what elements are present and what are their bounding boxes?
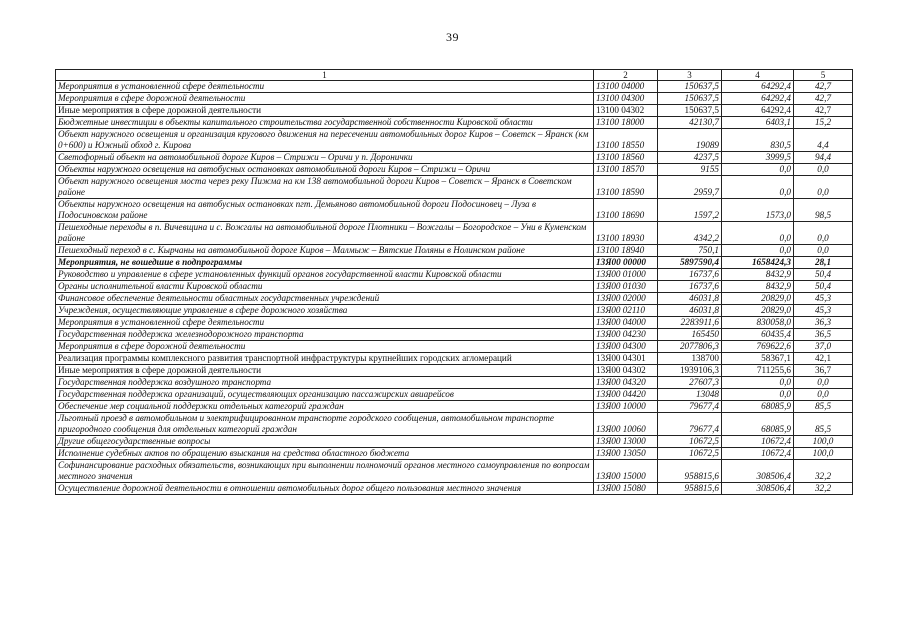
row-name-cell: Обеспечение мер социальной поддержки отдельных категорий граждан bbox=[56, 401, 594, 413]
row-percent-cell: 15,2 bbox=[794, 117, 853, 129]
row-plan-cell: 10672,5 bbox=[658, 448, 722, 460]
row-name-cell: Объекты наружного освещения на автобусных остановках пгт. Демьяново автомобильной дороги Подосиновец – Луза в Подосиновском районе bbox=[56, 199, 594, 222]
row-name-cell: Мероприятия в сфере дорожной деятельности bbox=[56, 341, 594, 353]
row-code-cell: 13Я00 13000 bbox=[594, 436, 658, 448]
row-fact-cell: 830,5 bbox=[722, 129, 794, 152]
row-name-cell: Органы исполнительной власти Кировской области bbox=[56, 281, 594, 293]
row-fact-cell: 0,0 bbox=[722, 176, 794, 199]
row-percent-cell: 36,7 bbox=[794, 365, 853, 377]
table-row bbox=[56, 377, 853, 389]
row-plan-cell: 46031,8 bbox=[658, 305, 722, 317]
row-code-cell: 13100 18550 bbox=[594, 129, 658, 152]
table-row bbox=[56, 365, 853, 377]
row-fact-cell: 0,0 bbox=[722, 245, 794, 257]
row-percent-cell: 36,5 bbox=[794, 329, 853, 341]
row-name-cell: Государственная поддержка железнодорожного транспорта bbox=[56, 329, 594, 341]
table-row bbox=[56, 176, 853, 199]
row-code-cell: 13Я00 04320 bbox=[594, 377, 658, 389]
row-name-cell: Иные мероприятия в сфере дорожной деятельности bbox=[56, 105, 594, 117]
row-fact-cell: 308506,4 bbox=[722, 483, 794, 495]
table-row bbox=[56, 353, 853, 365]
row-fact-cell: 64292,4 bbox=[722, 93, 794, 105]
table-row bbox=[56, 329, 853, 341]
table-row bbox=[56, 317, 853, 329]
row-name-cell: Руководство и управление в сфере установленных функций органов государственной власти Кировской области bbox=[56, 269, 594, 281]
row-fact-cell: 64292,4 bbox=[722, 105, 794, 117]
row-name-cell: Объекты наружного освещения на автобусных остановках автомобильной дороги Киров – Стрижи – Оричи bbox=[56, 164, 594, 176]
row-percent-cell: 85,5 bbox=[794, 413, 853, 436]
row-plan-cell: 165450 bbox=[658, 329, 722, 341]
row-fact-cell: 3999,5 bbox=[722, 152, 794, 164]
row-code-cell: 13100 18930 bbox=[594, 222, 658, 245]
row-name-cell: Льготный проезд в автомобильном и электрифицированном транспорте городского сообщения, автомобильном транспорте пригородного сообщения для отдельных категорий граждан bbox=[56, 413, 594, 436]
row-code-cell: 13100 04302 bbox=[594, 105, 658, 117]
table-row bbox=[56, 164, 853, 176]
row-fact-cell: 68085,9 bbox=[722, 401, 794, 413]
row-code-cell: 13100 04300 bbox=[594, 93, 658, 105]
row-name-cell: Пешеходные переходы в п. Вичевщина и с. Вожгалы на автомобильной дороге Плотники – Вожгалы – Богородское – Уни в Куменском районе bbox=[56, 222, 594, 245]
row-percent-cell: 42,7 bbox=[794, 105, 853, 117]
row-fact-cell: 711255,6 bbox=[722, 365, 794, 377]
row-percent-cell: 42,1 bbox=[794, 353, 853, 365]
row-name-cell: Объект наружного освещения моста через реку Пижма на км 138 автомобильной дороги Киров – Советск – Яранск в Советском районе bbox=[56, 176, 594, 199]
row-percent-cell: 85,5 bbox=[794, 401, 853, 413]
column-number-header-row bbox=[56, 70, 853, 81]
row-code-cell: 13Я00 10000 bbox=[594, 401, 658, 413]
row-percent-cell: 32,2 bbox=[794, 460, 853, 483]
row-name-cell: Мероприятия, не вошедшие в подпрограммы bbox=[56, 257, 594, 269]
row-plan-cell: 42130,7 bbox=[658, 117, 722, 129]
row-code-cell: 13100 18570 bbox=[594, 164, 658, 176]
row-plan-cell: 46031,8 bbox=[658, 293, 722, 305]
table-row bbox=[56, 245, 853, 257]
row-plan-cell: 16737,6 bbox=[658, 281, 722, 293]
table-row bbox=[56, 257, 853, 269]
row-name-cell: Софинансирование расходных обязательств, возникающих при выполнении полномочий органов местного самоуправления по вопросам местного значения bbox=[56, 460, 594, 483]
row-percent-cell: 32,2 bbox=[794, 483, 853, 495]
row-plan-cell: 150637,5 bbox=[658, 105, 722, 117]
row-fact-cell: 1573,0 bbox=[722, 199, 794, 222]
row-fact-cell: 6403,1 bbox=[722, 117, 794, 129]
row-percent-cell: 36,3 bbox=[794, 317, 853, 329]
row-fact-cell: 830058,0 bbox=[722, 317, 794, 329]
row-code-cell: 13100 18000 bbox=[594, 117, 658, 129]
table-row bbox=[56, 389, 853, 401]
row-code-cell: 13Я00 04301 bbox=[594, 353, 658, 365]
table-row bbox=[56, 129, 853, 152]
row-fact-cell: 769622,6 bbox=[722, 341, 794, 353]
table-row bbox=[56, 448, 853, 460]
row-fact-cell: 308506,4 bbox=[722, 460, 794, 483]
row-name-cell: Светофорный объект на автомобильной дороге Киров – Стрижи – Оричи у п. Доронички bbox=[56, 152, 594, 164]
row-percent-cell: 98,5 bbox=[794, 199, 853, 222]
row-code-cell: 13Я00 04000 bbox=[594, 317, 658, 329]
row-percent-cell: 94,4 bbox=[794, 152, 853, 164]
row-fact-cell: 0,0 bbox=[722, 377, 794, 389]
table-row bbox=[56, 222, 853, 245]
row-fact-cell: 58367,1 bbox=[722, 353, 794, 365]
row-name-cell: Осуществление дорожной деятельности в отношении автомобильных дорог общего пользования местного значения bbox=[56, 483, 594, 495]
row-fact-cell: 20829,0 bbox=[722, 293, 794, 305]
row-plan-cell: 79677,4 bbox=[658, 401, 722, 413]
row-percent-cell: 0,0 bbox=[794, 176, 853, 199]
row-name-cell: Исполнение судебных актов по обращению взыскания на средства областного бюджета bbox=[56, 448, 594, 460]
table-row bbox=[56, 269, 853, 281]
row-name-cell: Государственная поддержка воздушного транспорта bbox=[56, 377, 594, 389]
row-plan-cell: 150637,5 bbox=[658, 81, 722, 93]
row-name-cell: Объект наружного освещения и организация кругового движения на пересечении автомобильных дорог Киров – Советск – Яранск (км 0+600) и Южный обход г. Кирова bbox=[56, 129, 594, 152]
row-percent-cell: 50,4 bbox=[794, 281, 853, 293]
row-code-cell: 13100 18560 bbox=[594, 152, 658, 164]
row-plan-cell: 27607,3 bbox=[658, 377, 722, 389]
column-header: 4 bbox=[722, 70, 794, 81]
row-percent-cell: 0,0 bbox=[794, 245, 853, 257]
row-percent-cell: 0,0 bbox=[794, 389, 853, 401]
row-percent-cell: 45,3 bbox=[794, 305, 853, 317]
table-row bbox=[56, 401, 853, 413]
row-percent-cell: 4,4 bbox=[794, 129, 853, 152]
row-percent-cell: 45,3 bbox=[794, 293, 853, 305]
row-fact-cell: 10672,4 bbox=[722, 448, 794, 460]
row-plan-cell: 13048 bbox=[658, 389, 722, 401]
row-fact-cell: 68085,9 bbox=[722, 413, 794, 436]
column-header: 1 bbox=[56, 70, 594, 81]
row-plan-cell: 19089 bbox=[658, 129, 722, 152]
row-plan-cell: 1597,2 bbox=[658, 199, 722, 222]
table-row bbox=[56, 105, 853, 117]
row-fact-cell: 60435,4 bbox=[722, 329, 794, 341]
row-code-cell: 13100 04000 bbox=[594, 81, 658, 93]
budget-table bbox=[55, 69, 853, 495]
row-name-cell: Бюджетные инвестиции в объекты капитального строительства государственной собственности Кировской области bbox=[56, 117, 594, 129]
row-plan-cell: 958815,6 bbox=[658, 483, 722, 495]
row-percent-cell: 100,0 bbox=[794, 436, 853, 448]
row-percent-cell: 37,0 bbox=[794, 341, 853, 353]
row-code-cell: 13Я00 02000 bbox=[594, 293, 658, 305]
table-row bbox=[56, 199, 853, 222]
row-code-cell: 13100 18690 bbox=[594, 199, 658, 222]
row-percent-cell: 28,1 bbox=[794, 257, 853, 269]
row-plan-cell: 79677,4 bbox=[658, 413, 722, 436]
row-plan-cell: 16737,6 bbox=[658, 269, 722, 281]
table-row bbox=[56, 117, 853, 129]
page-number: 39 bbox=[446, 30, 459, 44]
row-name-cell: Учреждения, осуществляющие управление в сфере дорожного хозяйства bbox=[56, 305, 594, 317]
row-fact-cell: 20829,0 bbox=[722, 305, 794, 317]
row-fact-cell: 10672,4 bbox=[722, 436, 794, 448]
row-plan-cell: 2959,7 bbox=[658, 176, 722, 199]
row-plan-cell: 9155 bbox=[658, 164, 722, 176]
row-name-cell: Мероприятия в установленной сфере деятельности bbox=[56, 81, 594, 93]
table-row bbox=[56, 305, 853, 317]
row-code-cell: 13Я00 01030 bbox=[594, 281, 658, 293]
row-fact-cell: 8432,9 bbox=[722, 281, 794, 293]
row-plan-cell: 958815,6 bbox=[658, 460, 722, 483]
table-row bbox=[56, 93, 853, 105]
row-code-cell: 13Я00 01000 bbox=[594, 269, 658, 281]
row-name-cell: Пешеходный переход в с. Кырчаны на автомобильной дороге Киров – Малмыж – Вятские Поляны в Нолинском районе bbox=[56, 245, 594, 257]
column-header: 2 bbox=[594, 70, 658, 81]
row-fact-cell: 0,0 bbox=[722, 222, 794, 245]
row-plan-cell: 4237,5 bbox=[658, 152, 722, 164]
row-plan-cell: 2283911,6 bbox=[658, 317, 722, 329]
row-fact-cell: 1658424,3 bbox=[722, 257, 794, 269]
row-code-cell: 13Я00 04420 bbox=[594, 389, 658, 401]
row-plan-cell: 150637,5 bbox=[658, 93, 722, 105]
table-row bbox=[56, 460, 853, 483]
row-name-cell: Другие общегосударственные вопросы bbox=[56, 436, 594, 448]
row-fact-cell: 0,0 bbox=[722, 164, 794, 176]
row-code-cell: 13100 18940 bbox=[594, 245, 658, 257]
row-code-cell: 13Я00 13050 bbox=[594, 448, 658, 460]
column-header: 3 bbox=[658, 70, 722, 81]
table-row bbox=[56, 293, 853, 305]
row-fact-cell: 0,0 bbox=[722, 389, 794, 401]
row-name-cell: Мероприятия в сфере дорожной деятельности bbox=[56, 93, 594, 105]
table-row bbox=[56, 436, 853, 448]
row-plan-cell: 10672,5 bbox=[658, 436, 722, 448]
row-code-cell: 13Я00 02110 bbox=[594, 305, 658, 317]
row-code-cell: 13Я00 04302 bbox=[594, 365, 658, 377]
table-row bbox=[56, 341, 853, 353]
row-code-cell: 13Я00 15080 bbox=[594, 483, 658, 495]
row-plan-cell: 1939106,3 bbox=[658, 365, 722, 377]
table-row bbox=[56, 81, 853, 93]
row-name-cell: Реализация программы комплексного развития транспортной инфраструктуры крупнейших городских агломераций bbox=[56, 353, 594, 365]
row-percent-cell: 0,0 bbox=[794, 222, 853, 245]
row-code-cell: 13Я00 00000 bbox=[594, 257, 658, 269]
row-percent-cell: 0,0 bbox=[794, 377, 853, 389]
row-name-cell: Иные мероприятия в сфере дорожной деятельности bbox=[56, 365, 594, 377]
table-row bbox=[56, 413, 853, 436]
row-percent-cell: 42,7 bbox=[794, 81, 853, 93]
row-code-cell: 13Я00 04300 bbox=[594, 341, 658, 353]
row-plan-cell: 2077806,3 bbox=[658, 341, 722, 353]
row-code-cell: 13100 18590 bbox=[594, 176, 658, 199]
row-name-cell: Государственная поддержка организаций, осуществляющих организацию пассажирских авиарейсов bbox=[56, 389, 594, 401]
row-plan-cell: 5897590,4 bbox=[658, 257, 722, 269]
row-code-cell: 13Я00 10060 bbox=[594, 413, 658, 436]
row-name-cell: Финансовое обеспечение деятельности областных государственных учреждений bbox=[56, 293, 594, 305]
table-row bbox=[56, 281, 853, 293]
row-plan-cell: 4342,2 bbox=[658, 222, 722, 245]
row-code-cell: 13Я00 04230 bbox=[594, 329, 658, 341]
table-row bbox=[56, 152, 853, 164]
row-fact-cell: 64292,4 bbox=[722, 81, 794, 93]
column-header: 5 bbox=[794, 70, 853, 81]
row-plan-cell: 750,1 bbox=[658, 245, 722, 257]
row-plan-cell: 138700 bbox=[658, 353, 722, 365]
row-percent-cell: 50,4 bbox=[794, 269, 853, 281]
table-row bbox=[56, 483, 853, 495]
row-percent-cell: 42,7 bbox=[794, 93, 853, 105]
row-code-cell: 13Я00 15000 bbox=[594, 460, 658, 483]
row-percent-cell: 0,0 bbox=[794, 164, 853, 176]
row-name-cell: Мероприятия в установленной сфере деятельности bbox=[56, 317, 594, 329]
row-fact-cell: 8432,9 bbox=[722, 269, 794, 281]
row-percent-cell: 100,0 bbox=[794, 448, 853, 460]
